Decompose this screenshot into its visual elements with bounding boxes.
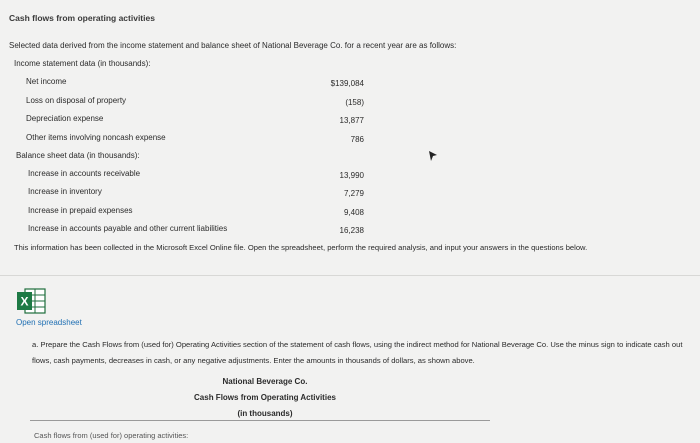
info-text: This information has been collected in the Microsoft Excel Online file. Open the spreadsheet, perform the required analysis, and input your answers in the questions below. <box>14 243 588 252</box>
page-curl-icon <box>0 200 8 228</box>
statement-title: Cash Flows from Operating Activities <box>194 393 336 402</box>
row-label-accounts-receivable: Increase in accounts receivable <box>28 169 141 178</box>
row-label-prepaid-expenses: Increase in prepaid expenses <box>28 206 133 215</box>
excel-icon-letter: X <box>20 294 29 309</box>
row-value-accounts-receivable: 13,990 <box>339 171 364 180</box>
row-label-noncash-expense: Other items involving noncash expense <box>26 133 166 142</box>
row-label-inventory: Increase in inventory <box>28 187 102 196</box>
row-value-accounts-payable: 16,238 <box>339 226 364 235</box>
row-value-net-income: $139,084 <box>330 79 364 88</box>
row-value-inventory: 7,279 <box>343 189 364 198</box>
row-label-net-income: Net income <box>26 77 67 86</box>
statement-header-rule <box>30 420 490 421</box>
question-text: a. Prepare the Cash Flows from (used for) Operating Activities section of the statement of cash flows, using the indirect method for National Beverage Co. Use the minus sign to indicate cash out flows, cash payments, decreases in cash, or any negative adjustments. Enter the amounts in thousands of dollars, as shown above. <box>32 340 683 365</box>
row-label-loss-disposal: Loss on disposal of property <box>26 96 127 105</box>
intro-text: Selected data derived from the income statement and balance sheet of National Beverage Co. for a recent year are as follows: <box>9 41 457 50</box>
row-value-prepaid-expenses: 9,408 <box>343 208 364 217</box>
row-value-loss-disposal: (158) <box>345 98 364 107</box>
statement-company: National Beverage Co. <box>222 377 308 386</box>
row-value-noncash-expense: 786 <box>350 135 364 144</box>
excel-icon[interactable] <box>16 288 46 314</box>
balance-sheet-heading: Balance sheet data (in thousands): <box>16 151 140 160</box>
page-title: Cash flows from operating activities <box>9 13 155 23</box>
statement-units: (in thousands) <box>237 409 293 418</box>
divider <box>0 275 700 276</box>
mouse-cursor-icon <box>428 150 438 162</box>
row-label-accounts-payable: Increase in accounts payable and other current liabilities <box>28 224 228 233</box>
income-statement-heading: Income statement data (in thousands): <box>14 59 151 68</box>
row-label-depreciation: Depreciation expense <box>26 114 104 123</box>
row-value-depreciation: 13,877 <box>339 116 364 125</box>
first-row-label: Cash flows from (used for) operating activities: <box>34 431 189 440</box>
open-spreadsheet-link[interactable]: Open spreadsheet <box>16 318 82 327</box>
